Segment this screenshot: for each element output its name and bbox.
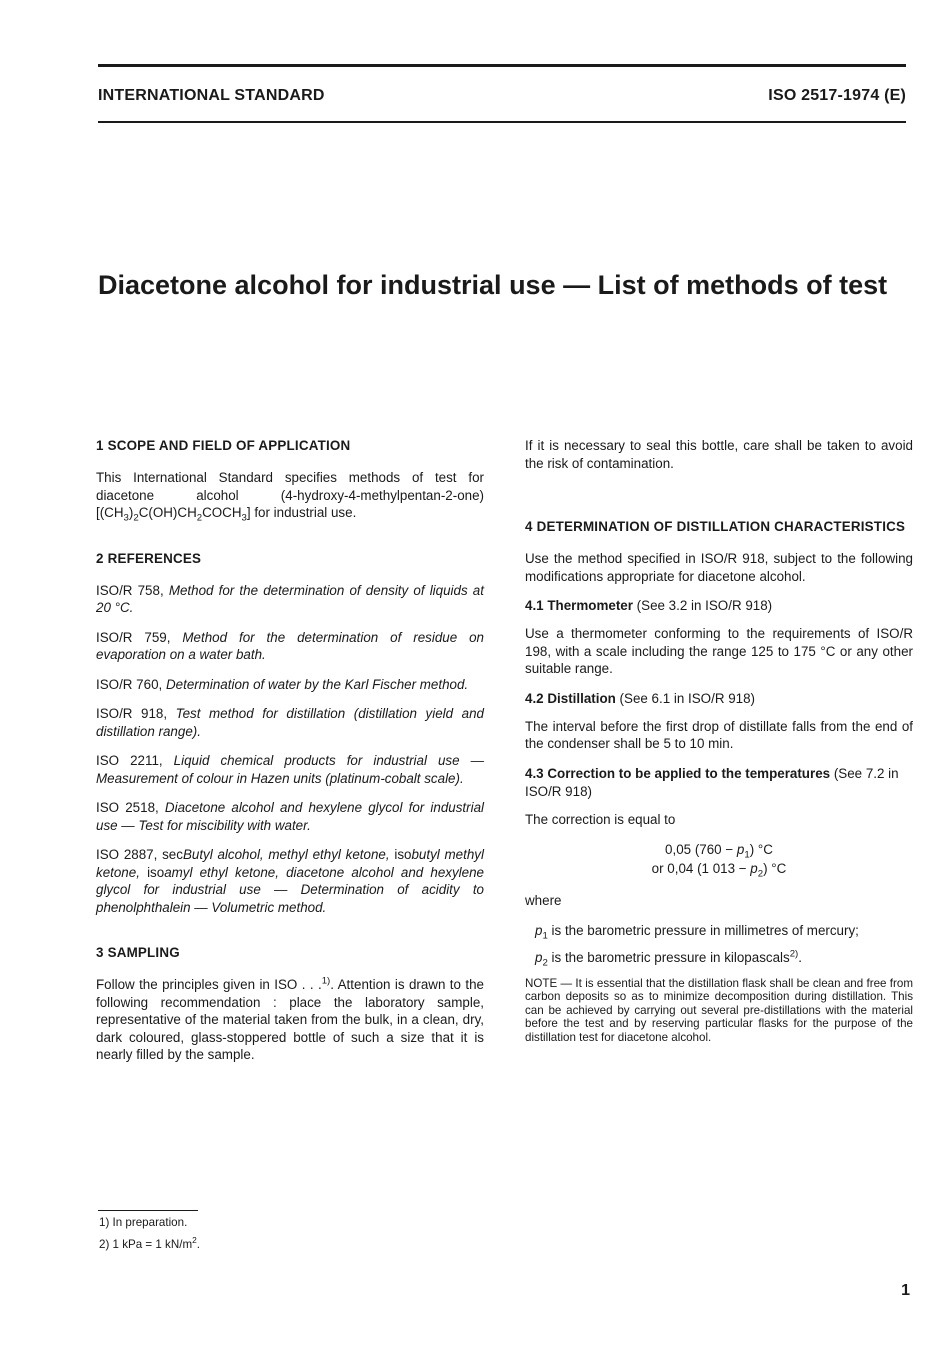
subsection-4-3-text: The correction is equal to [525,811,676,827]
section-4-intro: Use the method specified in ISO/R 918, subject to the following modifications appropriate for diacetone alcohol. [525,551,913,584]
document-title: Diacetone alcohol for industrial use — List of methods of test [98,270,888,300]
reference-iso-2887: ISO 2887, secButyl alcohol, methyl ethyl ketone, isobutyl methyl ketone, isoamyl ethyl ketone, diacetone alcohol and hexylene glycol for industrial use — Determination of acidity to phenolphthalein — Volumetric method. [96,847,484,915]
left-column [96,437,484,1076]
section-3-heading: 3 SAMPLING [96,945,180,960]
subsection-4-1-heading: 4.1 Thermometer (See 3.2 in ISO/R 918) [525,598,773,613]
section-3-text: Follow the principles given in ISO . . .$^{1)}$. Attention is drawn to the following recommendation : place the laboratory sample, representative of the material taken from the bulk, in a clean, dry, dark coloured, glass-stoppered bottle of such a size that it is nearly filled by the sample. [96,975,484,1062]
footnote-2: 2) 1 kPa = 1 $kN/m^2$. [99,1235,200,1251]
section-4-heading: 4 DETERMINATION OF DISTILLATION CHARACTERISTICS [525,519,906,534]
correction-formula [525,840,913,878]
reference-iso-2518: ISO 2518, Diacetone alcohol and hexylene glycol for industrial use — Test for miscibility with water. [96,800,484,833]
footnote-ref-2: 2) [789,948,799,960]
header-standard-label: INTERNATIONAL STANDARD [98,87,325,104]
reference-iso-2211: ISO 2211, Liquid chemical products for industrial use — Measurement of colour in Hazen units (platinum-cobalt scale). [96,753,484,786]
section-1-heading: 1 SCOPE AND FIELD OF APPLICATION [96,438,351,453]
header-top-rule [98,64,906,67]
section-2-heading: 2 REFERENCES [96,550,202,566]
header-document-number: ISO 2517-1974 (E) [768,87,906,104]
subsection-4-3-heading: 4.3 Correction to be applied to the temperatures (See 7.2 in ISO/R 918) [525,765,899,799]
section-1-text: This International Standard specifies methods of test for diacetone alcohol (4-hydroxy-4-methylpentan-2-one) $[(CH_3)_2C(OH)CH_2COCH_3]$ for industrial use. [96,470,484,524]
reference-iso-r-760: ISO/R 760, Determination of water by the Karl Fischer method. [96,676,469,692]
reference-iso-r-759: ISO/R 759, Method for the determination of residue on evaporation on a water bath. [96,629,484,662]
subsection-4-1-text: Use a thermometer conforming to the requirements of ISO/R 198, with a scale including the range 125 to 175 °C or any other suitable range. [525,626,913,676]
header-bottom-rule [98,121,906,123]
reference-iso-r-758: ISO/R 758, Method for the determination of density of liquids at 20 °C. [96,582,484,615]
formula-line-1: 0,05 $(760 - p_1)$ °C [665,842,773,861]
distillation-note: NOTE — It is essential that the distillation flask shall be clean and free from carbon deposits so as to minimize decomposition during distillation. This can be achieved by carrying out several pre-distillations with the material before the test and by reserving particular flasks for the purpose of the distillation test for diacetone alcohol. [525,976,913,1044]
definition-p1: $p_1$ is the barometric pressure in millimetres of mercury; [535,922,859,942]
definition-p2: $p_2$ is the barometric pressure in kilopascals$^{2)}$. [535,948,802,969]
footnote-1: 1) In preparation. [99,1216,188,1229]
formula-line-2: or 0,04 (1 $013 - p_2$) °C [651,861,787,880]
footnote-ref-1: 1) [321,975,331,987]
reference-iso-r-918: ISO/R 918, Test method for distillation (distillation yield and distillation range). [96,706,484,739]
subsection-4-2-heading: 4.2 Distillation (See 6.1 in ISO/R 918) [525,690,756,706]
page-number: 1 [901,1282,910,1299]
footnote-rule [98,1210,198,1211]
subsection-4-2-text: The interval before the first drop of distillate falls from the end of the condenser shall be 5 to 10 min. [525,718,913,751]
section-3-continuation: If it is necessary to seal this bottle, care shall be taken to avoid the risk of contamination. [525,438,913,471]
right-column [525,437,913,1056]
where-label: where [525,893,562,908]
